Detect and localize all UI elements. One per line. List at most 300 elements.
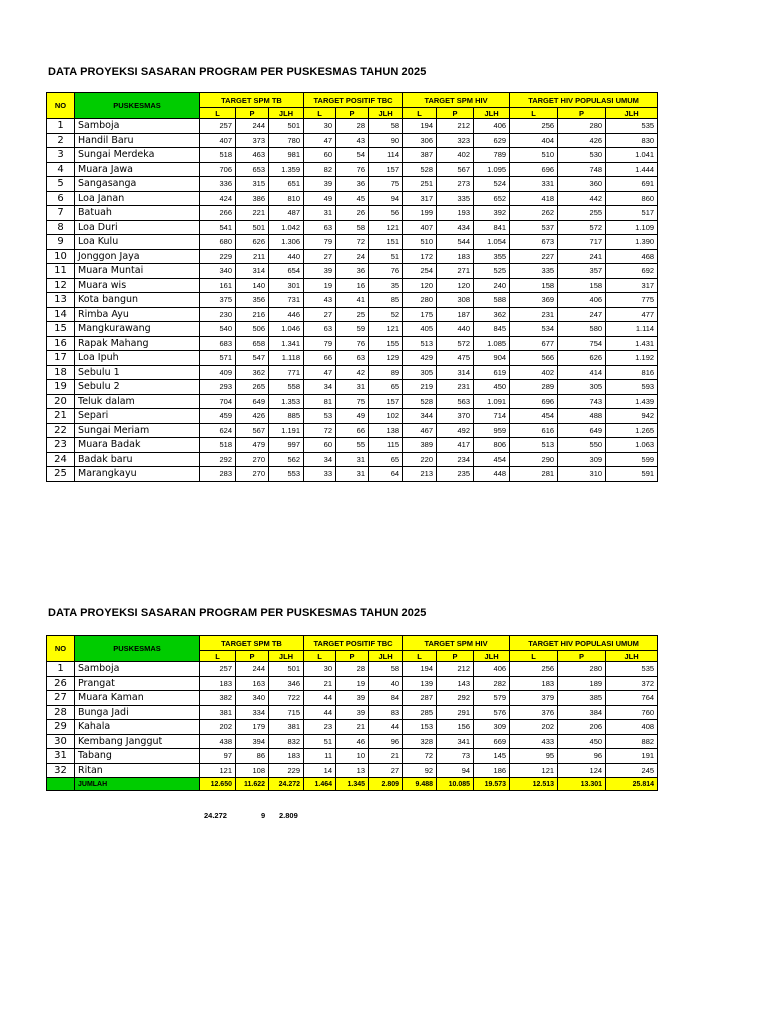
value-cell: 580 — [558, 322, 606, 337]
value-cell: 251 — [403, 177, 437, 192]
puskesmas-name: Samboja — [75, 662, 200, 677]
value-cell: 649 — [558, 423, 606, 438]
puskesmas-name: Muara Jawa — [75, 162, 200, 177]
value-cell: 832 — [269, 734, 304, 749]
row-number: 22 — [47, 423, 75, 438]
value-cell: 1.085 — [474, 336, 510, 351]
header-no: NO — [47, 93, 75, 119]
value-cell: 1.341 — [269, 336, 304, 351]
value-cell: 51 — [369, 249, 403, 264]
value-cell: 402 — [510, 365, 558, 380]
footnote-value: 9 — [261, 811, 266, 820]
value-cell: 530 — [558, 148, 606, 163]
subheader-p: P — [558, 108, 606, 119]
value-cell: 49 — [304, 191, 336, 206]
table-row — [47, 423, 658, 438]
value-cell: 244 — [236, 119, 269, 134]
value-cell: 53 — [304, 409, 336, 424]
subheader-l: L — [403, 108, 437, 119]
value-cell: 65 — [369, 380, 403, 395]
row-number: 16 — [47, 336, 75, 351]
value-cell: 379 — [510, 691, 558, 706]
value-cell: 372 — [606, 676, 658, 691]
value-cell: 266 — [200, 206, 236, 221]
value-cell: 384 — [558, 705, 606, 720]
subheader-l: L — [304, 108, 336, 119]
value-cell: 588 — [474, 293, 510, 308]
value-cell: 52 — [369, 307, 403, 322]
header-puskesmas: PUSKESMAS — [75, 93, 200, 119]
puskesmas-name: Loa Ipuh — [75, 351, 200, 366]
value-cell: 310 — [558, 467, 606, 482]
value-cell: 406 — [558, 293, 606, 308]
total-no-cell — [47, 778, 75, 791]
row-number: 30 — [47, 734, 75, 749]
table-row — [47, 749, 658, 764]
value-cell: 524 — [474, 177, 510, 192]
value-cell: 381 — [200, 705, 236, 720]
value-cell: 262 — [510, 206, 558, 221]
puskesmas-name: Handil Baru — [75, 133, 200, 148]
puskesmas-name: Muara Badak — [75, 438, 200, 453]
value-cell: 21 — [304, 676, 336, 691]
data-table-2 — [46, 635, 658, 791]
value-cell: 156 — [437, 720, 474, 735]
value-cell: 692 — [606, 264, 658, 279]
total-row — [47, 778, 658, 791]
value-cell: 39 — [336, 691, 369, 706]
value-cell: 459 — [200, 409, 236, 424]
value-cell: 229 — [200, 249, 236, 264]
row-number: 26 — [47, 676, 75, 691]
value-cell: 651 — [269, 177, 304, 192]
subheader-p: P — [236, 651, 269, 662]
value-cell: 94 — [369, 191, 403, 206]
header-target-spm-hiv: TARGET SPM HIV — [403, 93, 510, 108]
value-cell: 513 — [403, 336, 437, 351]
value-cell: 743 — [558, 394, 606, 409]
total-cell: 12.513 — [510, 778, 558, 791]
value-cell: 305 — [558, 380, 606, 395]
value-cell: 157 — [369, 394, 403, 409]
total-cell: 13.301 — [558, 778, 606, 791]
value-cell: 626 — [558, 351, 606, 366]
value-cell: 547 — [236, 351, 269, 366]
value-cell: 73 — [437, 749, 474, 764]
table-row — [47, 264, 658, 279]
value-cell: 194 — [403, 662, 437, 677]
row-number: 10 — [47, 249, 75, 264]
value-cell: 1.191 — [269, 423, 304, 438]
value-cell: 114 — [369, 148, 403, 163]
value-cell: 94 — [437, 763, 474, 778]
puskesmas-name: Separi — [75, 409, 200, 424]
value-cell: 172 — [403, 249, 437, 264]
value-cell: 95 — [510, 749, 558, 764]
table-row — [47, 351, 658, 366]
puskesmas-name: Bunga Jadi — [75, 705, 200, 720]
value-cell: 810 — [269, 191, 304, 206]
table-row — [47, 278, 658, 293]
value-cell: 229 — [269, 763, 304, 778]
value-cell: 468 — [606, 249, 658, 264]
value-cell: 10 — [336, 749, 369, 764]
value-cell: 89 — [369, 365, 403, 380]
value-cell: 31 — [304, 206, 336, 221]
value-cell: 47 — [304, 365, 336, 380]
value-cell: 120 — [403, 278, 437, 293]
value-cell: 1.359 — [269, 162, 304, 177]
value-cell: 599 — [606, 452, 658, 467]
value-cell: 1.118 — [269, 351, 304, 366]
table-row — [47, 438, 658, 453]
value-cell: 120 — [437, 278, 474, 293]
value-cell: 157 — [369, 162, 403, 177]
value-cell: 860 — [606, 191, 658, 206]
page-title: DATA PROYEKSI SASARAN PROGRAM PER PUSKESMAS TAHUN 2025 — [48, 66, 427, 78]
value-cell: 369 — [510, 293, 558, 308]
value-cell: 44 — [304, 691, 336, 706]
puskesmas-name: Tabang — [75, 749, 200, 764]
value-cell: 1.054 — [474, 235, 510, 250]
value-cell: 434 — [437, 220, 474, 235]
value-cell: 501 — [236, 220, 269, 235]
value-cell: 572 — [558, 220, 606, 235]
value-cell: 115 — [369, 438, 403, 453]
value-cell: 39 — [304, 177, 336, 192]
value-cell: 34 — [304, 452, 336, 467]
value-cell: 816 — [606, 365, 658, 380]
value-cell: 305 — [403, 365, 437, 380]
value-cell: 336 — [200, 177, 236, 192]
table-row — [47, 235, 658, 250]
puskesmas-name: Kahala — [75, 720, 200, 735]
value-cell: 440 — [437, 322, 474, 337]
value-cell: 21 — [336, 720, 369, 735]
row-number: 6 — [47, 191, 75, 206]
value-cell: 97 — [200, 749, 236, 764]
value-cell: 257 — [200, 662, 236, 677]
value-cell: 593 — [606, 380, 658, 395]
value-cell: 183 — [269, 749, 304, 764]
value-cell: 381 — [269, 720, 304, 735]
value-cell: 241 — [558, 249, 606, 264]
value-cell: 317 — [606, 278, 658, 293]
value-cell: 418 — [510, 191, 558, 206]
value-cell: 385 — [558, 691, 606, 706]
value-cell: 513 — [510, 438, 558, 453]
value-cell: 58 — [336, 220, 369, 235]
value-cell: 501 — [269, 662, 304, 677]
value-cell: 280 — [403, 293, 437, 308]
subheader-p: P — [236, 108, 269, 119]
value-cell: 281 — [510, 467, 558, 482]
value-cell: 845 — [474, 322, 510, 337]
value-cell: 764 — [606, 691, 658, 706]
value-cell: 85 — [369, 293, 403, 308]
total-cell: 2.809 — [369, 778, 403, 791]
value-cell: 616 — [510, 423, 558, 438]
value-cell: 652 — [474, 191, 510, 206]
value-cell: 429 — [403, 351, 437, 366]
value-cell: 362 — [474, 307, 510, 322]
value-cell: 108 — [236, 763, 269, 778]
subheader-p: P — [336, 651, 369, 662]
table-row — [47, 220, 658, 235]
value-cell: 394 — [236, 734, 269, 749]
puskesmas-name: Teluk dalam — [75, 394, 200, 409]
table-row — [47, 322, 658, 337]
value-cell: 528 — [403, 394, 437, 409]
value-cell: 1.306 — [269, 235, 304, 250]
value-cell: 186 — [474, 763, 510, 778]
value-cell: 158 — [558, 278, 606, 293]
value-cell: 706 — [200, 162, 236, 177]
value-cell: 334 — [236, 705, 269, 720]
value-cell: 754 — [558, 336, 606, 351]
row-number: 21 — [47, 409, 75, 424]
value-cell: 440 — [269, 249, 304, 264]
value-cell: 191 — [606, 749, 658, 764]
puskesmas-name: Sangasanga — [75, 177, 200, 192]
page-title-2: DATA PROYEKSI SASARAN PROGRAM PER PUSKESMAS TAHUN 2025 — [48, 607, 427, 619]
subheader-jlh: JLH — [269, 108, 304, 119]
subheader-jlh: JLH — [606, 651, 658, 662]
subheader-jlh: JLH — [606, 108, 658, 119]
value-cell: 1.042 — [269, 220, 304, 235]
value-cell: 75 — [369, 177, 403, 192]
value-cell: 19 — [336, 676, 369, 691]
puskesmas-name: Ritan — [75, 763, 200, 778]
value-cell: 1.444 — [606, 162, 658, 177]
value-cell: 748 — [558, 162, 606, 177]
value-cell: 163 — [236, 676, 269, 691]
table-row — [47, 452, 658, 467]
value-cell: 407 — [403, 220, 437, 235]
value-cell: 72 — [336, 235, 369, 250]
value-cell: 467 — [403, 423, 437, 438]
row-number: 24 — [47, 452, 75, 467]
value-cell: 31 — [336, 467, 369, 482]
header-target-hiv-populasi-umum: TARGET HIV POPULASI UMUM — [510, 93, 658, 108]
value-cell: 292 — [200, 452, 236, 467]
value-cell: 997 — [269, 438, 304, 453]
value-cell: 830 — [606, 133, 658, 148]
footnote-value: 2.809 — [279, 811, 298, 820]
puskesmas-name: Kembang Janggut — [75, 734, 200, 749]
value-cell: 83 — [369, 705, 403, 720]
value-cell: 72 — [304, 423, 336, 438]
value-cell: 82 — [304, 162, 336, 177]
value-cell: 199 — [403, 206, 437, 221]
value-cell: 183 — [510, 676, 558, 691]
value-cell: 323 — [437, 133, 474, 148]
table-row — [47, 662, 658, 677]
table-row — [47, 119, 658, 134]
value-cell: 789 — [474, 148, 510, 163]
value-cell: 256 — [510, 662, 558, 677]
table-row — [47, 191, 658, 206]
value-cell: 211 — [236, 249, 269, 264]
value-cell: 257 — [200, 119, 236, 134]
value-cell: 387 — [403, 148, 437, 163]
puskesmas-name: Mangkurawang — [75, 322, 200, 337]
value-cell: 44 — [369, 720, 403, 735]
value-cell: 488 — [558, 409, 606, 424]
value-cell: 227 — [510, 249, 558, 264]
value-cell: 309 — [558, 452, 606, 467]
value-cell: 715 — [269, 705, 304, 720]
value-cell: 231 — [437, 380, 474, 395]
value-cell: 1.041 — [606, 148, 658, 163]
row-number: 14 — [47, 307, 75, 322]
value-cell: 44 — [304, 705, 336, 720]
puskesmas-name: Batuah — [75, 206, 200, 221]
value-cell: 535 — [606, 119, 658, 134]
value-cell: 535 — [606, 662, 658, 677]
row-number: 20 — [47, 394, 75, 409]
value-cell: 65 — [369, 452, 403, 467]
value-cell: 981 — [269, 148, 304, 163]
value-cell: 386 — [236, 191, 269, 206]
value-cell: 357 — [558, 264, 606, 279]
value-cell: 806 — [474, 438, 510, 453]
value-cell: 426 — [558, 133, 606, 148]
value-cell: 158 — [510, 278, 558, 293]
value-cell: 153 — [403, 720, 437, 735]
total-cell: 19.573 — [474, 778, 510, 791]
value-cell: 66 — [336, 423, 369, 438]
value-cell: 14 — [304, 763, 336, 778]
value-cell: 409 — [200, 365, 236, 380]
value-cell: 450 — [474, 380, 510, 395]
value-cell: 579 — [474, 691, 510, 706]
value-cell: 691 — [606, 177, 658, 192]
value-cell: 220 — [403, 452, 437, 467]
value-cell: 289 — [510, 380, 558, 395]
row-number: 19 — [47, 380, 75, 395]
value-cell: 254 — [403, 264, 437, 279]
value-cell: 314 — [437, 365, 474, 380]
row-number: 5 — [47, 177, 75, 192]
value-cell: 438 — [200, 734, 236, 749]
row-number: 12 — [47, 278, 75, 293]
value-cell: 102 — [369, 409, 403, 424]
value-cell: 293 — [200, 380, 236, 395]
value-cell: 375 — [200, 293, 236, 308]
value-cell: 11 — [304, 749, 336, 764]
header-target-hiv-populasi-umum: TARGET HIV POPULASI UMUM — [510, 636, 658, 651]
header-target-positif-tbc: TARGET POSITIF TBC — [304, 93, 403, 108]
value-cell: 124 — [558, 763, 606, 778]
value-cell: 49 — [336, 409, 369, 424]
subheader-l: L — [200, 651, 236, 662]
value-cell: 212 — [437, 119, 474, 134]
value-cell: 255 — [558, 206, 606, 221]
total-cell: 10.085 — [437, 778, 474, 791]
value-cell: 16 — [336, 278, 369, 293]
value-cell: 479 — [236, 438, 269, 453]
value-cell: 221 — [236, 206, 269, 221]
value-cell: 270 — [236, 452, 269, 467]
value-cell: 362 — [236, 365, 269, 380]
subheader-jlh: JLH — [269, 651, 304, 662]
value-cell: 234 — [437, 452, 474, 467]
value-cell: 619 — [474, 365, 510, 380]
value-cell: 290 — [510, 452, 558, 467]
table-row — [47, 705, 658, 720]
value-cell: 151 — [369, 235, 403, 250]
value-cell: 576 — [474, 705, 510, 720]
value-cell: 1.265 — [606, 423, 658, 438]
value-cell: 1.095 — [474, 162, 510, 177]
value-cell: 344 — [403, 409, 437, 424]
value-cell: 558 — [269, 380, 304, 395]
value-cell: 240 — [474, 278, 510, 293]
value-cell: 373 — [236, 133, 269, 148]
value-cell: 140 — [236, 278, 269, 293]
value-cell: 775 — [606, 293, 658, 308]
value-cell: 669 — [474, 734, 510, 749]
value-cell: 231 — [510, 307, 558, 322]
table-row — [47, 336, 658, 351]
value-cell: 230 — [200, 307, 236, 322]
value-cell: 315 — [236, 177, 269, 192]
row-number: 23 — [47, 438, 75, 453]
value-cell: 63 — [304, 220, 336, 235]
value-cell: 426 — [236, 409, 269, 424]
header-puskesmas: PUSKESMAS — [75, 636, 200, 662]
value-cell: 370 — [437, 409, 474, 424]
value-cell: 19 — [304, 278, 336, 293]
total-cell: 12.650 — [200, 778, 236, 791]
value-cell: 335 — [510, 264, 558, 279]
table-row — [47, 394, 658, 409]
value-cell: 360 — [558, 177, 606, 192]
value-cell: 27 — [304, 249, 336, 264]
value-cell: 389 — [403, 438, 437, 453]
value-cell: 273 — [437, 177, 474, 192]
value-cell: 540 — [200, 322, 236, 337]
value-cell: 183 — [200, 676, 236, 691]
value-cell: 591 — [606, 467, 658, 482]
puskesmas-name: Muara Kaman — [75, 691, 200, 706]
value-cell: 66 — [304, 351, 336, 366]
value-cell: 301 — [269, 278, 304, 293]
puskesmas-name: Marangkayu — [75, 467, 200, 482]
table-row — [47, 734, 658, 749]
value-cell: 60 — [304, 148, 336, 163]
value-cell: 129 — [369, 351, 403, 366]
table-row — [47, 409, 658, 424]
value-cell: 121 — [369, 322, 403, 337]
puskesmas-name: Loa Duri — [75, 220, 200, 235]
puskesmas-name: Jonggon Jaya — [75, 249, 200, 264]
value-cell: 86 — [236, 749, 269, 764]
row-number: 11 — [47, 264, 75, 279]
value-cell: 356 — [236, 293, 269, 308]
value-cell: 283 — [200, 467, 236, 482]
value-cell: 265 — [236, 380, 269, 395]
value-cell: 567 — [236, 423, 269, 438]
subheader-jlh: JLH — [474, 651, 510, 662]
value-cell: 771 — [269, 365, 304, 380]
value-cell: 506 — [236, 322, 269, 337]
table-row — [47, 162, 658, 177]
puskesmas-name: Muara Muntai — [75, 264, 200, 279]
value-cell: 59 — [336, 322, 369, 337]
value-cell: 23 — [304, 720, 336, 735]
